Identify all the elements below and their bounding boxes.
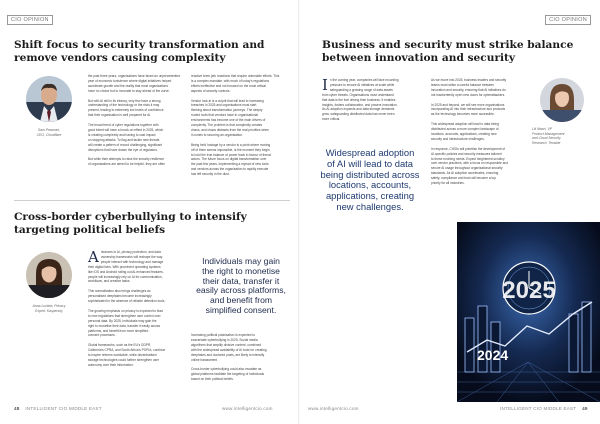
year-2025-graphic [457,222,600,402]
divider [14,200,290,201]
footer-brand-right: INTELLIGENT CIO MIDDLE EAST [500,406,577,411]
pull-quote-left: Individuals may gain the right to monetise their data, transfer it easily across platforms, and benefit from simplified consent. [196,256,286,315]
right-article-column-1: I n the coming year, companies will face mounting pressure to ensure AI initiatives at scale while safeguarding a growing range of data assets from cyber threats. Organisations must understand that data is the fuel driving their business. It enables insights, fosters collaboration, and powers innovation. As AI adoption expands and data storage demands grow, safeguarding distributed data has never been more critical. [322,76,399,122]
article2-headline: Cross-border cyberbullying to intensify targeting political beliefs [14,211,247,236]
author-caption-sam: Sam Pewman, CEO, Cloudflare [36,128,62,137]
author-photo-lili [540,78,584,122]
article2-column-1: A dvances in AI, privacy protection, and data ownership frameworks will reshape the way people interact with technology and manage their digital lives. With prominent operating systems like iOS and Android rolling out AI-enhanced features, people will increasingly rely on AI for communication, workflows, and creative tasks. This normalisation also brings challenges as personalised deepfakes become increasingly sophisticated in the absence of reliable detection tools. The growing emphasis on privacy is expected to lead to new regulations that strengthen user control over personal data. By 2025, individuals may gain the right to monetise their data, transfer it easily across platforms, and benefit from more simplified consent processes. Global frameworks, such as the EU's GDPR, California's CPRA, and South Africa's POPIA, continue to inspire reforms worldwide, while decentralised storage technologies could further strengthen user autonomy over their information. [88,248,166,367]
footer-brand-left: INTELLIGENT CIO MIDDLE EAST [25,406,102,411]
pull-quote-right: Widespread adoption of AI will lead to data being distributed across locations, accounts, applications, creating new challenges. [320,147,420,212]
page-number-right: 49 [582,406,588,411]
footer-left [14,406,102,411]
page-number-left: 48 [14,406,20,411]
article1-headline: Shift focus to security transformation and remove vendors causing complexity [14,39,265,64]
section-tag-left: CIO OPINION [7,15,53,25]
author-photo-sam [26,76,72,122]
author-caption-lili: Lili Maori, VP Product Management and Cloud Security Research, Tenable [532,127,565,145]
year-2024-text: 2024 [477,347,509,363]
footer-url-left: www.intelligentcio.com [222,406,273,411]
dropcap-a: A [88,248,99,266]
footer-right [500,406,588,411]
article1-column-1: the past three years, organisations have faced an unprecedented year of economic turbulence where digital initiatives helped accelerate growth and the reality that most organisations have no choice but to innovate to stay ahead of the curve. But with AI still in its infancy, very few have a strong understanding of the technology or the risks it may present, leading to extremely low levels of confidence that their organisation is well prepared for AI. The broad trend of cyber regulations together with good intent will have a knock-on effect in 2025, which is creating complexity and having to cast impact on stopping attacks. To flag and tackle new threats will create a pattern of record challenging, significant disruptions that have drawn the eye of regulators. But while their attempts to raise the security resilience of organisations are aimed to be helpful, they are often [88,74,180,167]
section-tag-right: CIO OPINION [545,15,591,25]
author-photo-anna [26,252,72,298]
article2-column-2: Increasing political polarisation is expected to exacerbate cyberbullying in 2025. Social media algorithms that amplify divisive content, combined with the widespread availability of AI tools for creating deepfakes and doctored posts, are likely to intensify online harassment. Cross-border cyberbullying could also escalate as global platforms facilitate the targeting of individuals based on their political beliefs. [191,333,267,382]
right-article-headline: Business and security must strike balance between innovation and security [322,39,574,64]
dropcap-i: I [322,76,328,94]
author-caption-anna: Anna Lucieta, Privacy Expert, Kaspersky [32,304,66,313]
year-2025-text: 2025 [502,277,556,304]
right-article-column-2: As we move into 2025, business leaders and security teams must strike a careful balance between innovation and security, ensuring that AI initiatives do not inadvertently open new doors for cyberattackers. In 2025 and beyond, we will see more organisations incorporating AI into their infrastructure and products as the technology becomes more accessible. This widespread adoption will lead to data being distributed across a more complex landscape of locations, accounts, applications, creating new security and infrastructure challenges. In response, CISOs will prioritise the development of AI-specific policies and security measures tailored to these evolving needs. Expect heightened scrutiny over vendor practices, with a focus on responsible and secure AI usage throughout organisational security standards. As AI adoption accelerates, ensuring safety, compliance and trust will become a top priority for all industries. [431,78,508,186]
article1-column-2: reactive knee-jerk reactions that require untenable efforts. This is a complex mandate, with much of today's regulations efforts ineffective and not focused on the most critical aspects of security controls. Vendor lock-in is a culprit that will lead to increasing breaches in 2025 and organisations must start thinking about transformation journeys. The deeply rooted tools that vendors have in organisational environments has become one of the main drivers of complexity. The problem is that complexity creates chaos, and chaos distracts from the real priorities when it comes to securing an organisation. Being held hostage by a vendor is a point where moving off of them seems impossible, is the moment they begin to hold the true balance of power back in favour of threat actors. The future focus on digital transformation over the past few years, implementing a myriad of new tools and vendors across the organisation to rapidly execute has left security in the dust. [191,74,280,177]
footer-url-right: www.intelligentcio.com [308,406,359,411]
